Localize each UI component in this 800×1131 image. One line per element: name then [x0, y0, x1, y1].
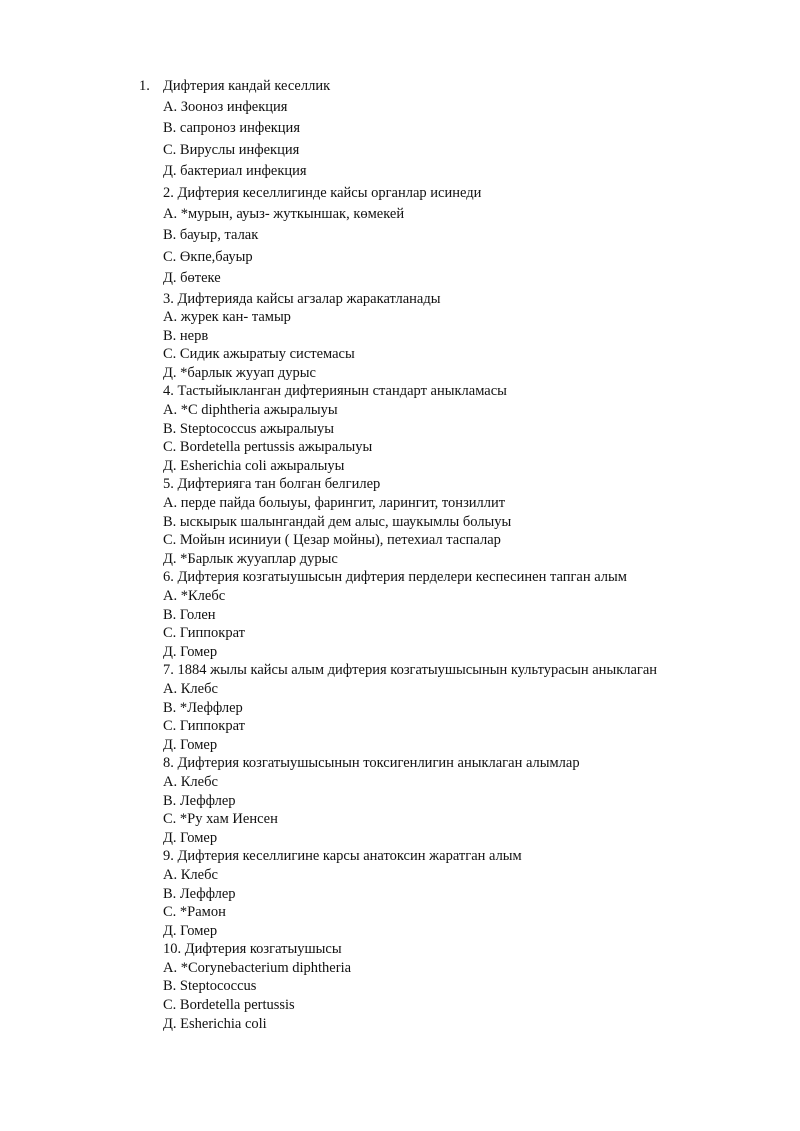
answer-option: B. Steptococcus ажыралыуы — [163, 420, 335, 437]
answer-option: Д. Гомер — [163, 829, 218, 846]
question-text: 4. Тастыйыкланган дифтериянын стандарт аныкламасы — [163, 383, 507, 400]
answer-option: B. сапроноз инфекция — [163, 120, 300, 137]
answer-option: C. *Ру хам Иенсен — [163, 811, 278, 828]
answer-option: B. *Леффлер — [163, 699, 243, 716]
answer-option: A. журек кан- тамыр — [163, 309, 291, 326]
answer-option: B. бауыр, талак — [163, 227, 259, 244]
answer-option: C. Bordetella pertussis ажыралыуы — [163, 439, 373, 456]
question-text: 5. Дифтерияга тан болган белгилер — [163, 476, 381, 493]
answer-option: Д. Гомер — [163, 736, 218, 753]
question-1-text: Дифтерия кандай кеселлик — [163, 78, 331, 94]
question-text: 9. Дифтерия кеселлигине карсы анатоксин жаратган алым — [163, 848, 522, 865]
answer-option: A. Клебс — [163, 773, 218, 790]
answer-option: C. Гиппократ — [163, 625, 245, 642]
question-list — [163, 97, 657, 1033]
answer-option: B. Леффлер — [163, 792, 236, 809]
question-text: 8. Дифтерия козгатыушысынын токсигенлигин аныклаган алымлар — [163, 755, 580, 772]
answer-option: C. *Рамон — [163, 904, 226, 921]
answer-option: Д. *барлык жууап дурыс — [163, 364, 316, 381]
answer-option: A. Клебс — [163, 680, 218, 697]
answer-option: C. Өкпе,бауыр — [163, 248, 253, 265]
answer-option: A. *C diphtheria ажыралыуы — [163, 402, 338, 419]
answer-option: B. Голен — [163, 606, 216, 623]
question-text: 6. Дифтерия козгатыушысын дифтерия перделери кеспесинен тапган алым — [163, 569, 627, 586]
answer-option: Д. Esherichia coli — [163, 1015, 267, 1032]
answer-option: A. *мурын, ауыз- жуткыншак, көмекей — [163, 205, 405, 222]
answer-option: Д. Гомер — [163, 922, 218, 939]
question-text: 3. Дифтерияда кайсы агзалар жаракатланады — [163, 290, 441, 307]
answer-option: A. *Клебс — [163, 588, 226, 605]
answer-option: Д. бактериал инфекция — [163, 163, 307, 180]
answer-option: A. перде пайда болыуы, фарингит, ларингит, тонзиллит — [163, 495, 506, 512]
answer-option: Д. Esherichia coli ажыралыуы — [163, 457, 345, 474]
answer-option: B. ыскырык шалынгандай дем алыс, шаукымлы болыуы — [163, 513, 512, 530]
answer-option: Д. *Барлык жууаплар дурыс — [163, 550, 338, 567]
answer-option: B. Steptococcus — [163, 978, 257, 995]
answer-option: A. Клебс — [163, 866, 218, 883]
answer-option: Д. Гомер — [163, 643, 218, 660]
answer-option: C. Сидик ажыратыу системасы — [163, 346, 355, 363]
answer-option: Д. бөтеке — [163, 270, 221, 287]
question-text: 2. Дифтерия кеселлигинде кайсы органлар исинеди — [163, 184, 482, 201]
answer-option: A. *Corynebacterium diphtheria — [163, 959, 352, 976]
answer-option: A. Зооноз инфекция — [163, 99, 288, 115]
answer-option: C. Bordetella pertussis — [163, 997, 295, 1014]
question-text: 7. 1884 жылы кайсы алым дифтерия козгатыушысынын культурасын аныклаган — [163, 662, 658, 679]
answer-option: C. Вируслы инфекция — [163, 141, 300, 158]
answer-option: C. Мойын исиниуи ( Цезар мойны), петехиал таспалар — [163, 532, 501, 549]
answer-option: C. Гиппократ — [163, 718, 245, 735]
answer-option: B. нерв — [163, 327, 209, 344]
question-text: 10. Дифтерия козгатыушысы — [163, 941, 342, 958]
answer-option: B. Леффлер — [163, 885, 236, 902]
question-1-number: 1. — [139, 78, 150, 94]
